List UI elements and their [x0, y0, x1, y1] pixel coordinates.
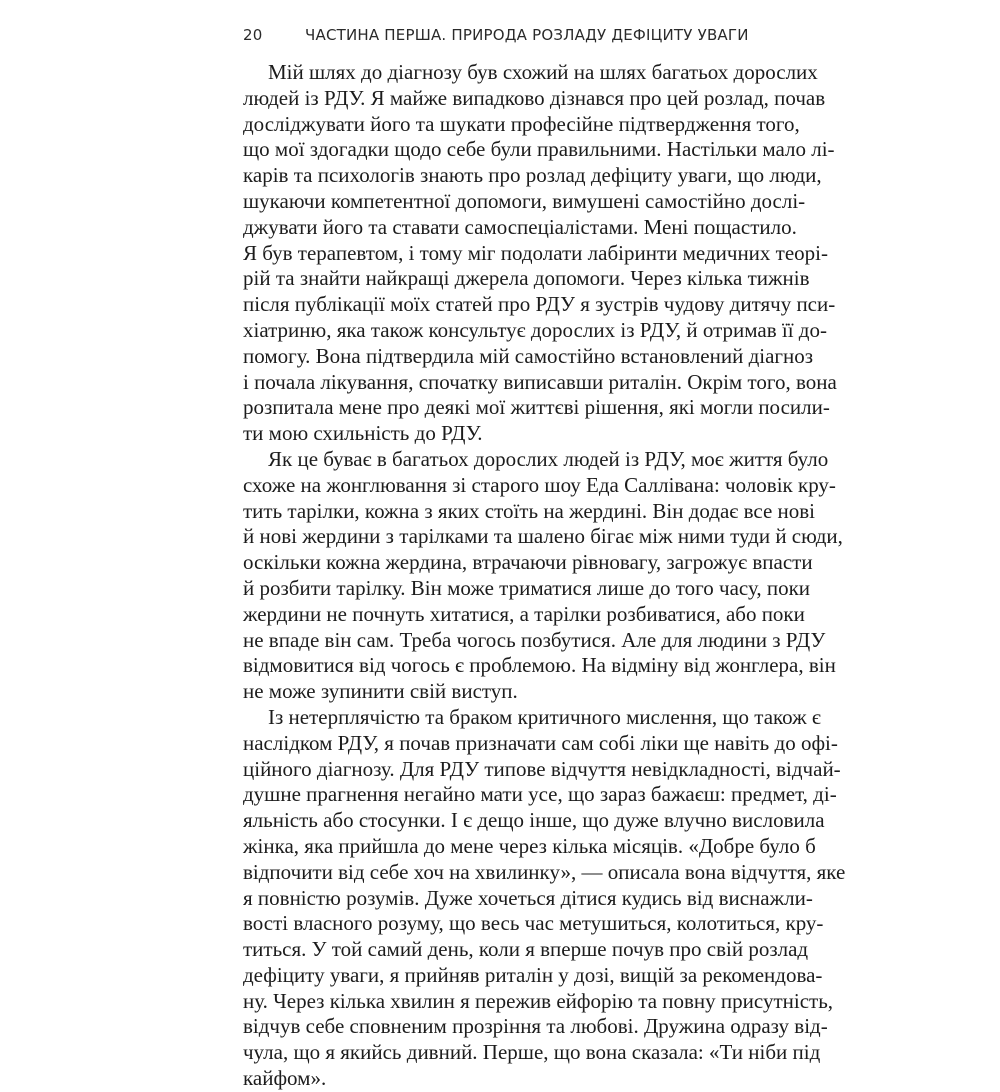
text-line: жердини не почнуть хитатися, а тарілки розбиватися, або поки: [243, 601, 805, 626]
text-line: шукаючи компетентної допомоги, вимушені самостійно дослі-: [243, 188, 806, 213]
text-line: рій та знайти найкращі джерела допомоги. Через кілька тижнів: [243, 266, 810, 291]
text-line: Я був терапевтом, і тому міг подолати лабіринти медичних теорі-: [243, 240, 828, 265]
running-title: ЧАСТИНА ПЕРША. ПРИРОДА РОЗЛАДУ ДЕФІЦИТУ УВАГИ: [305, 26, 749, 44]
text-line: Із нетерплячістю та браком критичного мислення, що також є: [268, 704, 821, 729]
text-line: карів та психологів знають про розлад дефіциту уваги, що люди,: [243, 163, 822, 188]
text-line: дефіциту уваги, я прийняв риталін у дозі, вищій за рекомендова-: [243, 962, 823, 987]
text-line: хіатриню, яка також консультує дорослих із РДУ, й отримав її до-: [243, 317, 827, 342]
text-line: ну. Через кілька хвилин я пережив ейфорію та повну присутність,: [243, 988, 834, 1013]
text-line: душне прагнення негайно мати усе, що зараз бажаєш: предмет, ді-: [243, 782, 837, 807]
text-line: тить тарілки, кожна з яких стоїть на жердині. Він додає все нові: [243, 498, 816, 523]
text-line: не впаде він сам. Треба чогось позбутися. Але для людини з РДУ: [243, 627, 826, 652]
text-line: розпитала мене про деякі мої життєві рішення, які могли посили-: [243, 395, 830, 420]
body-text: [243, 60, 846, 1092]
text-line: що мої здогадки щодо себе були правильними. Настільки мало лі-: [243, 137, 835, 162]
text-line: відчув себе сповненим прозріння та любові. Дружина одразу від-: [243, 1014, 828, 1039]
text-line: схоже на жонглювання зі старого шоу Еда Салліванa: чоловік кру-: [243, 472, 836, 497]
text-line: кайфом».: [243, 1066, 327, 1091]
paragraph: [243, 60, 837, 447]
text-line: досліджувати його та шукати професійне підтвердження того,: [243, 111, 800, 136]
text-line: наслідком РДУ, я почав призначати сам собі ліки ще навіть до офі-: [243, 730, 838, 755]
text-line: оскільки кожна жердина, втрачаючи рівновагу, загрожує впасти: [243, 550, 813, 575]
page-number: 20: [243, 26, 263, 44]
text-line: й нові жердини з тарілками та шалено бігає між ними туди й сюди,: [243, 524, 843, 549]
text-line: Як це буває в багатьох дорослих людей із РДУ, моє життя було: [268, 446, 829, 471]
text-line: ти мою схильність до РДУ.: [243, 421, 483, 446]
text-line: людей із РДУ. Я майже випадково дізнався про цей розлад, почав: [243, 85, 826, 110]
text-line: й розбити тарілку. Він може триматися лише до того часу, поки: [243, 575, 811, 600]
text-line: ційного діагнозу. Для РДУ типове відчуття невідкладності, відчай-: [243, 756, 841, 781]
text-line: вості власного розуму, що весь час метушиться, колотиться, кру-: [243, 911, 824, 936]
paragraph: [243, 704, 846, 1092]
text-line: я повністю розумів. Дуже хочеться дітися кудись від виснажли-: [243, 885, 813, 910]
text-line: жінка, яка прийшла до мене через кілька місяців. «Добре було б: [243, 833, 816, 858]
text-line: яльність або стосунки. І є дещо інше, що дуже влучно висловила: [243, 808, 825, 833]
text-line: не може зупинити свій виступ.: [243, 679, 518, 704]
text-line: відмовитися від чогось є проблемою. На відміну від жонглера, він: [243, 653, 836, 678]
paragraph: [243, 446, 843, 705]
text-line: після публікації моїх статей про РДУ я зустрів чудову дитячу пси-: [243, 292, 836, 317]
text-line: відпочити від себе хоч на хвилинку», — описала вона відчуття, яке: [243, 859, 846, 884]
text-line: і почала лікування, спочатку виписавши риталін. Окрім того, вона: [243, 369, 837, 394]
text-line: титься. У той самий день, коли я вперше почув про свій розлад: [243, 937, 809, 962]
text-line: помогу. Вона підтвердила мій самостійно встановлений діагноз: [243, 343, 814, 368]
text-line: чула, що я якийсь дивний. Перше, що вона сказала: «Ти ніби під: [243, 1040, 821, 1065]
text-line: Мій шлях до діагнозу був схожий на шлях багатьох дорослих: [268, 60, 818, 84]
text-line: джувати його та ставати самоспеціалістами. Мені пощастило.: [243, 214, 797, 239]
page-header: [243, 26, 763, 46]
